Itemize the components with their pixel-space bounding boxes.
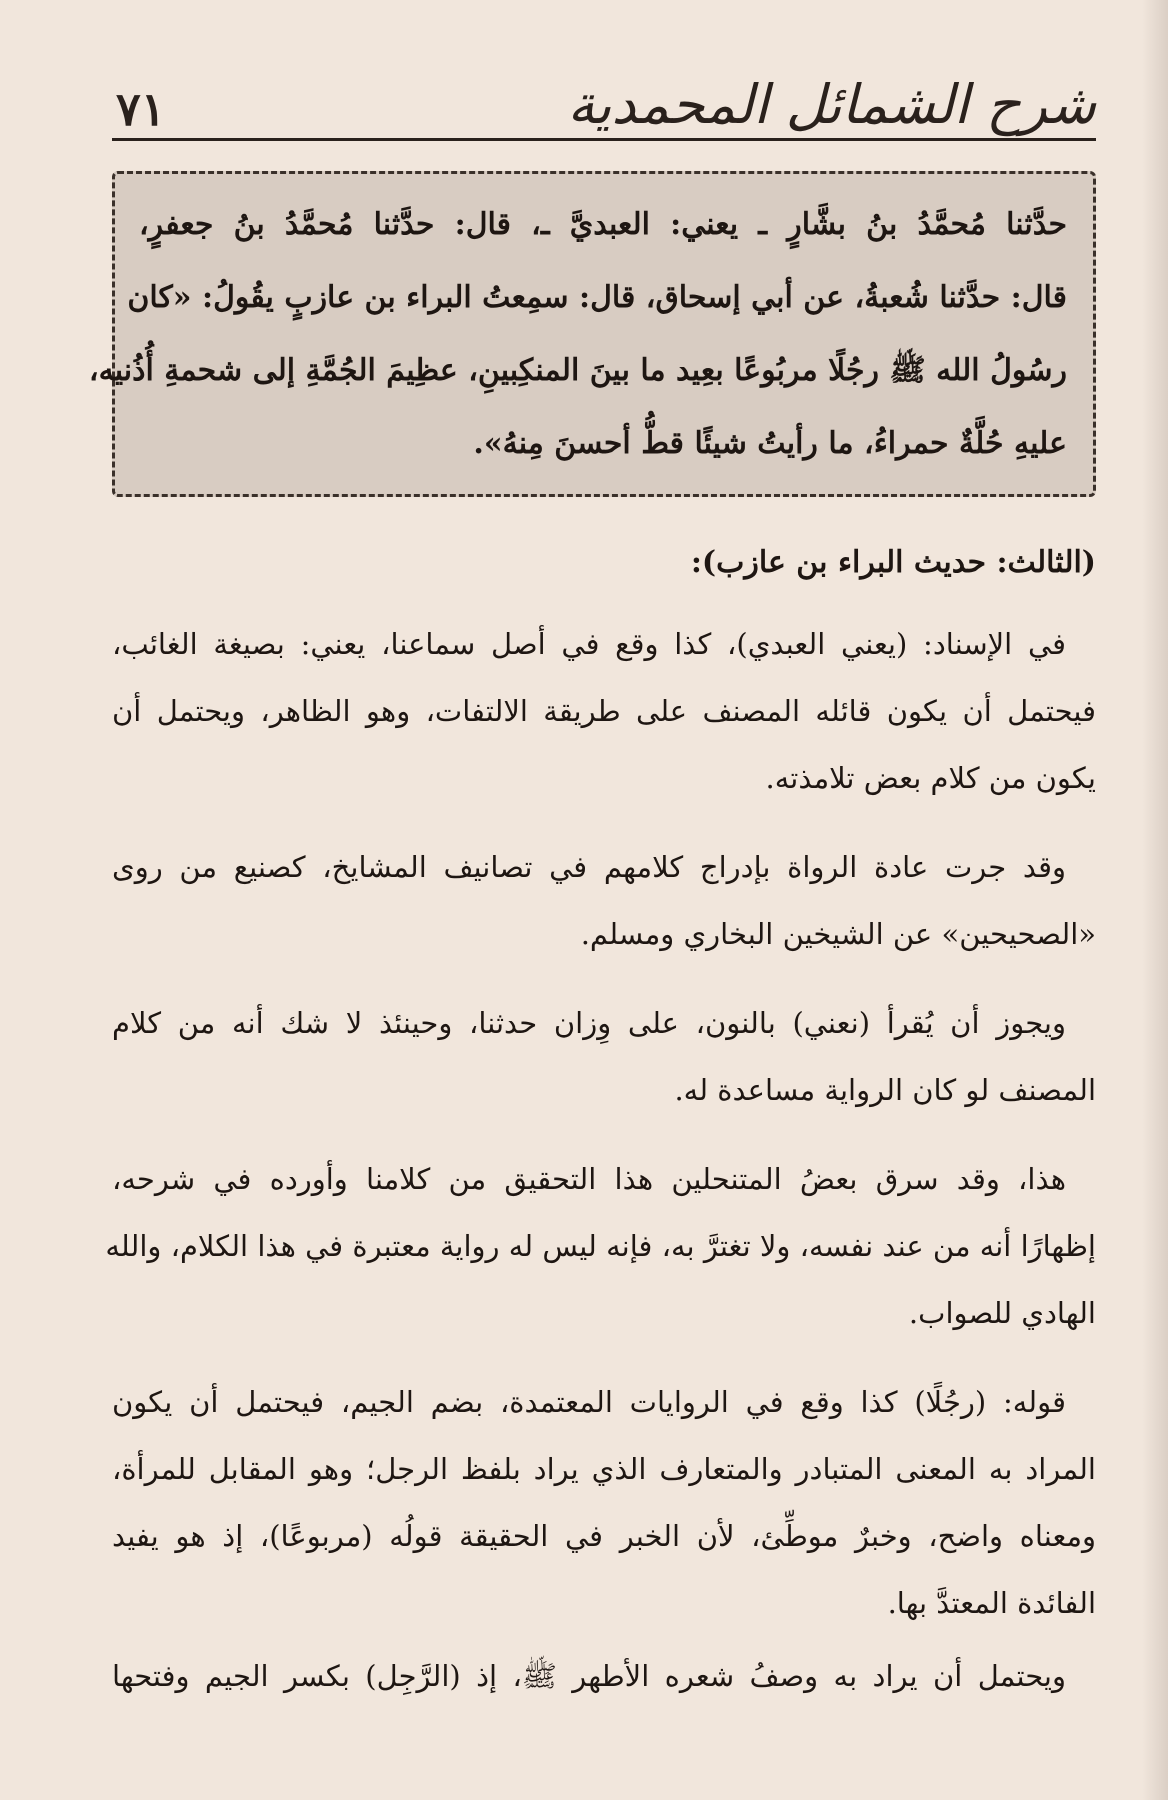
paragraph xyxy=(105,1146,1096,1347)
page-edge-shadow xyxy=(1142,0,1168,1800)
hadith-line: رسُولُ الله ﷺ رجُلًا مربُوعًا بعِيد ما بينَ المنكِبينِ، عظِيمَ الجُمَّةِ إلى شحمةِ أُذُنيه، xyxy=(88,353,1067,388)
text-line: إظهارًا أنه من عند نفسه، ولا تغترَّ به، فإنه ليس له رواية معتبرة في هذا الكلام، والله xyxy=(105,1229,1096,1263)
text-line: الفائدة المعتدَّ بها. xyxy=(887,1586,1096,1620)
page-number: ٧١ xyxy=(116,82,166,136)
book-title: شرح الشمائل المحمدية xyxy=(567,73,1096,136)
hadith-box xyxy=(88,171,1096,497)
text-line: ويجوز أن يُقرأ (نعني) بالنون، على وِزان حدثنا، وحينئذ لا شك أنه من كلام xyxy=(112,1006,1066,1040)
paragraph xyxy=(112,1369,1096,1637)
text-line: ومعناه واضح، وخبرٌ موطِّئ، لأن الخبر في الحقيقة قولُه (مربوعًا)، إذ هو يفيد xyxy=(112,1519,1096,1553)
text-line: المصنف لو كان الرواية مساعدة له. xyxy=(674,1073,1096,1107)
commentary-body xyxy=(105,611,1096,1710)
paragraph xyxy=(112,834,1096,968)
book-page xyxy=(88,60,1096,1710)
text-line: «الصحيحين» عن الشيخين البخاري ومسلم. xyxy=(580,917,1096,951)
hadith-line: عليهِ حُلَّةٌ حمراءُ، ما رأيتُ شيئًا قطُّ أحسنَ مِنهُ». xyxy=(473,426,1067,461)
text-line: ويحتمل أن يراد به وصفُ شعره الأطهر ﷺ، إذ (الرَّجِل) بكسر الجيم وفتحها xyxy=(112,1659,1066,1693)
page-header xyxy=(112,60,1096,141)
text-line: فيحتمل أن يكون قائله المصنف على طريقة الالتفات، وهو الظاهر، ويحتمل أن xyxy=(112,694,1096,728)
paragraph xyxy=(112,611,1096,812)
text-line: وقد جرت عادة الرواة بإدراج كلامهم في تصانيف المشايخ، كصنيع من روى xyxy=(112,850,1066,884)
text-line: هذا، وقد سرق بعضُ المتنحلين هذا التحقيق من كلامنا وأورده في شرحه، xyxy=(112,1162,1066,1196)
text-line: المراد به المعنى المتبادر والمتعارف الذي يراد بلفظ الرجل؛ وهو المقابل للمرأة، xyxy=(112,1452,1096,1486)
text-line: قوله: (رجُلًا) كذا وقع في الروايات المعتمدة، بضم الجيم، فيحتمل أن يكون xyxy=(112,1385,1066,1419)
text-line: يكون من كلام بعض تلامذته. xyxy=(765,761,1096,795)
section-heading: (الثالث: حديث البراء بن عازب): xyxy=(690,545,1096,580)
text-line: الهادي للصواب. xyxy=(908,1296,1096,1330)
hadith-line: قال: حدَّثنا شُعبةُ، عن أبي إسحاق، قال: سمِعتُ البراء بن عازبٍ يقُولُ: «كان xyxy=(127,280,1067,315)
hadith-line: حدَّثنا مُحمَّدُ بنُ بشَّارٍ ـ يعني: العبديَّ ـ، قال: حدَّثنا مُحمَّدُ بنُ جعفرٍ، xyxy=(139,207,1067,242)
paragraph xyxy=(112,990,1096,1124)
text-line: في الإسناد: (يعني العبدي)، كذا وقع في أصل سماعنا، يعني: بصيغة الغائب، xyxy=(112,627,1067,661)
paragraph xyxy=(112,1643,1096,1710)
